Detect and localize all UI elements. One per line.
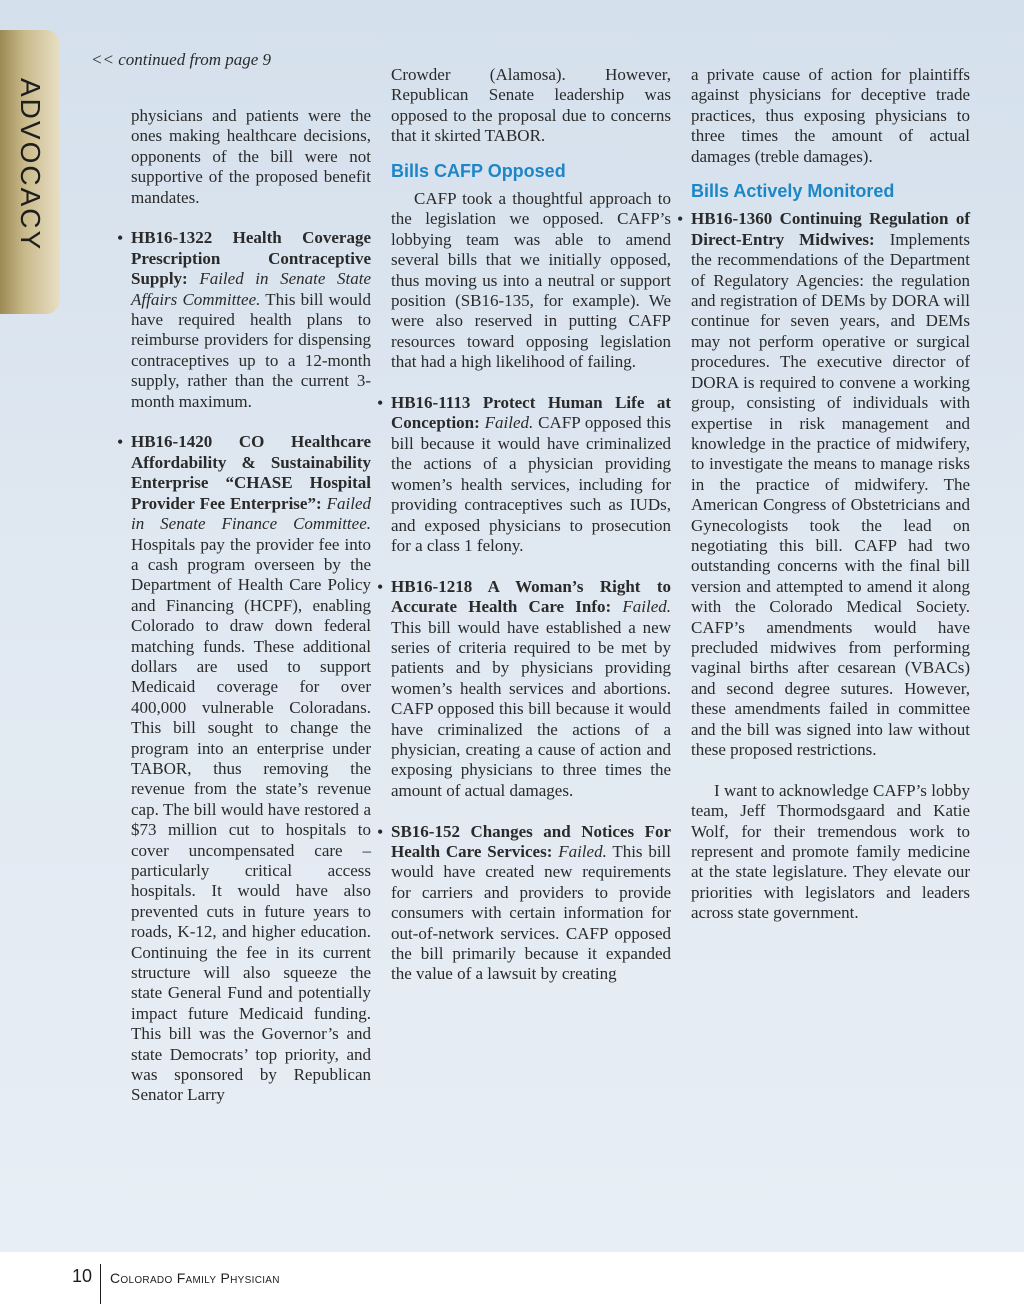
col2-bullet-sb16-152 — [391, 822, 671, 985]
col2-bullet-hb16-1113 — [391, 393, 671, 556]
bill-title: HB16-1322 Health Coverage Prescription Contraceptive Supply: — [131, 228, 371, 289]
col3-closing: I want to acknowledge CAFP’s lobby team, Jeff Thormodsgaard and Katie Wolf, for their tremendous work to represent and promote family medicine at the state legislature. They elevate our priorities with legislators and leaders across state government. — [691, 780, 970, 923]
column-1 — [131, 106, 371, 1106]
bill-status: Failed in Senate Finance Committee. — [131, 493, 371, 534]
continued-from-note: << continued from page 9 — [91, 50, 272, 69]
bill-text: This bill would have established a new series of criteria required to be met by patients and by physicians providing women’s health services and abortions. CAFP opposed this bill because it would have criminalized the actions of a physician, creating a cause of action and exposing physicians to three times the amount of actual damages. — [391, 617, 671, 800]
bill-status: Failed in Senate State Affairs Committee. — [131, 269, 372, 309]
column-3 — [691, 65, 970, 924]
bill-title: SB16-152 Changes and Notices For Health Care Services: — [391, 821, 671, 861]
publication-name: Colorado Family Physician — [110, 1270, 280, 1286]
footer-divider — [100, 1264, 101, 1304]
col1-intro: physicians and patients were the ones making healthcare decisions, opponents of the bill were not supportive of the proposed benefit mandates. — [131, 106, 371, 207]
col3-continuation: a private cause of action for plaintiffs against physicians for deceptive trade practices, thus exposing physicians to three times the amount of actual damages (treble damages). — [691, 65, 970, 166]
heading-bills-opposed: Bills CAFP Opposed — [391, 160, 566, 181]
bill-title: HB16-1420 CO Healthcare Affordability & Sustainability Enterprise “CHASE Hospital Provider Fee Enterprise”: — [131, 432, 371, 513]
column-2 — [391, 65, 671, 985]
section-tab-label: ADVOCACY — [15, 78, 46, 252]
bill-title: HB16-1360 Continuing Regulation of Direct-Entry Midwives: — [691, 209, 970, 249]
bill-status: Failed. — [558, 841, 607, 861]
col2-continuation: Crowder (Alamosa). However, Republican Senate leadership was opposed to the proposal due to concerns that it skirted TABOR. — [391, 65, 671, 146]
heading-bills-monitored: Bills Actively Monitored — [691, 181, 895, 202]
bill-text: Hospitals pay the provider fee into a cash program overseen by the Department of Health Care Policy and Financing (HCPF), enabling Colorado to draw down federal matching funds. These additional dollars are used to support Medicaid coverage for over 400,000 vulnerable Coloradans. This bill sought to change the program into an enterprise under TABOR, thus removing the revenue from the state’s revenue cap. The bill would have restored a $73 million cut to hospitals to cover uncompensated care – particularly critical access hospitals. It would have also prevented cuts in future years to roads, K-12, and higher education. Continuing the fee in its current structure will also squeeze the state General Fund and potentially impact future Medicaid funding. This bill was the Governor’s and state Democrats’ top priority, and was sponsored by Republican Senator Larry — [131, 534, 371, 1105]
col1-bullet-hb16-1420 — [131, 432, 371, 1105]
section-tab — [0, 30, 60, 314]
bill-status: Failed. — [484, 413, 534, 433]
bill-text: This bill would have required health plans to reimburse providers for dispensing contraceptives up to a 12-month supply, rather than the current 3-month maximum. — [131, 289, 371, 411]
bill-text: Implements the recommendations of the Department of Regulatory Agencies: the regulation and registration of DEMs by DORA will continue for seven years, and DEMs may not perform operative or surgical procedures. The executive director of DORA is required to convene a working group, consisting of individuals with expertise in risk management and knowledge in the practice of midwifery, to investigate the means to manage risks in the practice of midwifery. The American Congress of Obstetricians and Gynecologists took the lead on negotiating this bill. CAFP had two outstanding concerns with the final bill version and attempted to amend it along with the Colorado Medical Society. CAFP’s amendments would have precluded midwives from performing vaginal births after cesarean (VBACs) and second degree sutures. However, these amendments failed in committee and the bill was signed into law without these proposed restrictions. — [691, 229, 970, 759]
col2-intro: CAFP took a thoughtful approach to the legislation we opposed. CAFP’s lobbying team was able to amend several bills that we initially opposed, thus moving us into a neutral or support position (SB16-135, for example). We were also reserved in putting CAFP resources toward opposing legislation that had a high likelihood of failing. — [391, 189, 671, 372]
bill-status: Failed. — [622, 597, 672, 617]
bill-text: This bill would have created new requirements for carriers and providers to provide consumers with certain information for out-of-network services. CAFP opposed the bill primarily because it expanded the value of a lawsuit by creating — [391, 841, 671, 984]
bill-title: HB16-1113 Protect Human Life at Conception: — [391, 393, 671, 433]
bill-title: HB16-1218 A Woman’s Right to Accurate Health Care Info: — [391, 576, 671, 617]
col2-bullet-hb16-1218 — [391, 577, 671, 801]
col3-bullet-hb16-1360 — [691, 209, 970, 760]
page-footer — [0, 1252, 1024, 1314]
col1-bullet-hb16-1322 — [131, 228, 371, 412]
page-number: 10 — [72, 1266, 93, 1286]
bill-text: CAFP opposed this bill because it would have criminalized the actions of a physician providing women’s health services, including for providing contraceptives such as IUDs, and exposed physicians to prosecution for a class 1 felony. — [391, 413, 672, 555]
